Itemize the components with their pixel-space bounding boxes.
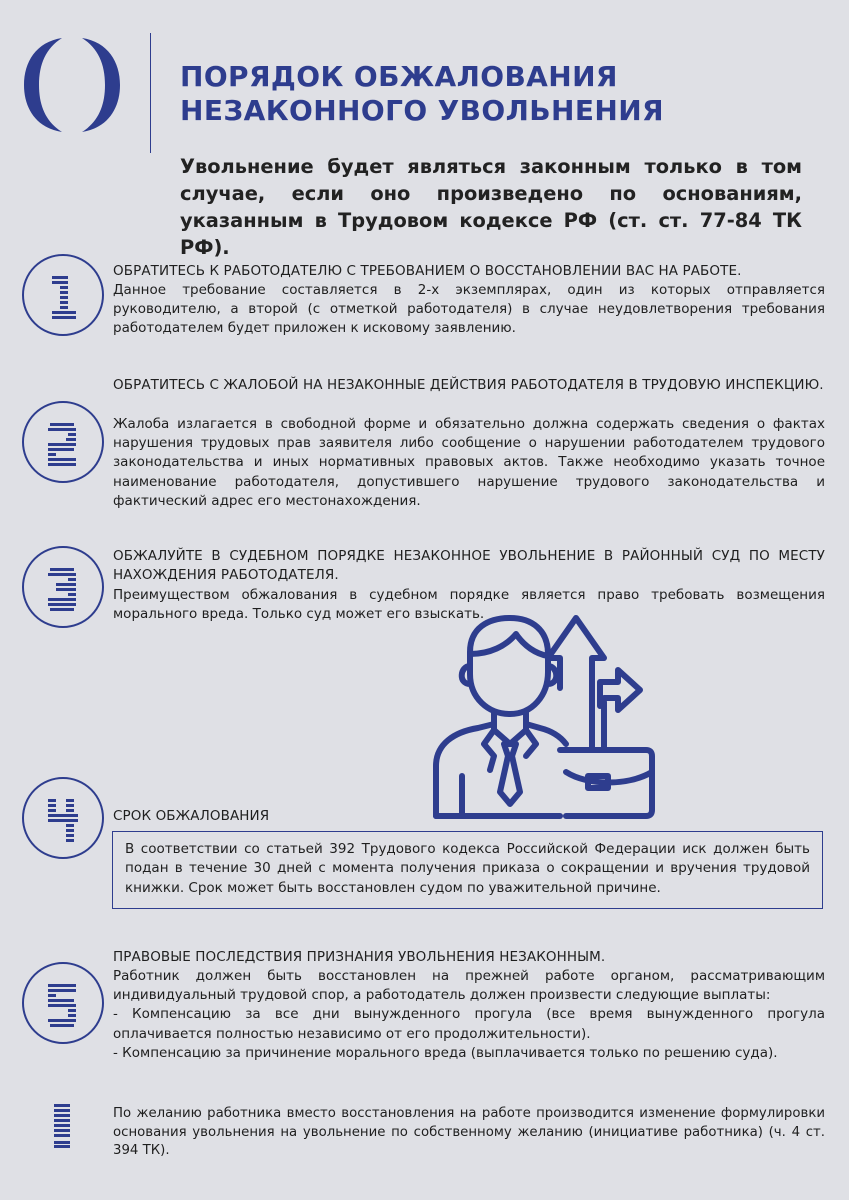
page-title (180, 60, 820, 128)
step-5-body-line: Работник должен быть восстановлен на прежней работе органом, рассматривающим индивидуальный трудовой спор, а работодатель должен произвести следующие выплаты: (113, 968, 825, 1004)
header-divider (150, 33, 151, 153)
step-5-number-circle (22, 962, 104, 1044)
exclamation-icon (52, 1104, 72, 1148)
digit-1-icon (24, 256, 102, 334)
businessman-with-arrows-icon (428, 610, 660, 822)
step-4-body: В соответствии со статьей 392 Трудового кодекса Российской Федерации иск должен быть подан в течение 30 дней с момента получения приказа о сокращении и вручения трудовой книжки. Срок может быть восстановлен судом по уважительной причине. (125, 841, 810, 896)
step-5-body-line: - Компенсацию за все дни вынужденного прогула (все время вынужденного прогула оплачивается полностью независимо от его продолжительности). (113, 1006, 825, 1042)
step-4-title: СРОК ОБЖАЛОВАНИЯ (113, 808, 270, 824)
step-3-title: ОБЖАЛУЙТЕ В СУДЕБНОМ ПОРЯДКЕ НЕЗАКОННОЕ УВОЛЬНЕНИЕ В РАЙОННЫЙ СУД ПО МЕСТУ НАХОЖДЕНИЯ РАБОТОДАТЕЛЯ. (113, 548, 825, 583)
step-5-title: ПРАВОВЫЕ ПОСЛЕДСТВИЯ ПРИЗНАНИЯ УВОЛЬНЕНИЯ НЕЗАКОННЫМ. (113, 949, 606, 965)
step-1-number-circle (22, 254, 104, 336)
digit-5-icon (24, 964, 102, 1042)
note-text: По желанию работника вместо восстановления на работе производится изменение формулировки основания увольнения на увольнение по собственному желанию (инициативе работника) (ч. 4 ст. 394 ТК). (113, 1106, 825, 1159)
step-2-body: Жалоба излагается в свободной форме и обязательно должна содержать сведения о фактах нарушения трудовых прав заявителя либо сообщение о нарушении работодателем трудового законодательства и иных нормативных правовых актов. Также необходимо указать точное наименование работодателя, допустившего нарушение трудового законодательства и фактический адрес его местонахождения. (113, 416, 825, 509)
page-title-line-2: НЕЗАКОННОГО УВОЛЬНЕНИЯ (180, 94, 664, 127)
step-1-title: ОБРАТИТЕСЬ К РАБОТОДАТЕЛЮ С ТРЕБОВАНИЕМ О ВОССТАНОВЛЕНИИ ВАС НА РАБОТЕ. (113, 263, 742, 279)
step-5-body (113, 967, 825, 1063)
step-2-number-circle (22, 401, 104, 483)
step-4-number-circle (22, 777, 104, 859)
step-5-body-line: - Компенсацию за причинение морального вреда (выплачивается только по решению суда). (113, 1044, 778, 1061)
digit-3-icon (24, 548, 102, 626)
step-3-body: Преимуществом обжалования в судебном порядке является право требовать возмещения морального вреда. Только суд может его взыскать. (113, 587, 825, 623)
digit-2-icon (24, 403, 102, 481)
step-2-title: ОБРАТИТЕСЬ С ЖАЛОБОЙ НА НЕЗАКОННЫЕ ДЕЙСТВИЯ РАБОТОДАТЕЛЯ В ТРУДОВУЮ ИНСПЕКЦИЮ. (113, 377, 824, 393)
digit-4-icon (24, 779, 102, 857)
brand-logo-icon (22, 36, 122, 134)
step-3-number-circle (22, 546, 104, 628)
page-title-line-1: ПОРЯДОК ОБЖАЛОВАНИЯ (180, 60, 618, 93)
step-1-body: Данное требование составляется в 2-х экземплярах, один из которых отправляется руководителю, а второй (с отметкой работодателя) в случае неудовлетворения требования работодателем будет приложен к исковому заявлению. (113, 282, 825, 337)
intro-text: Увольнение будет являться законным только в том случае, если оно произведено по основаниям, указанным в Трудовом кодексе РФ (ст. ст. 77-84 ТК РФ). (180, 155, 802, 259)
term-info-box (112, 831, 823, 909)
